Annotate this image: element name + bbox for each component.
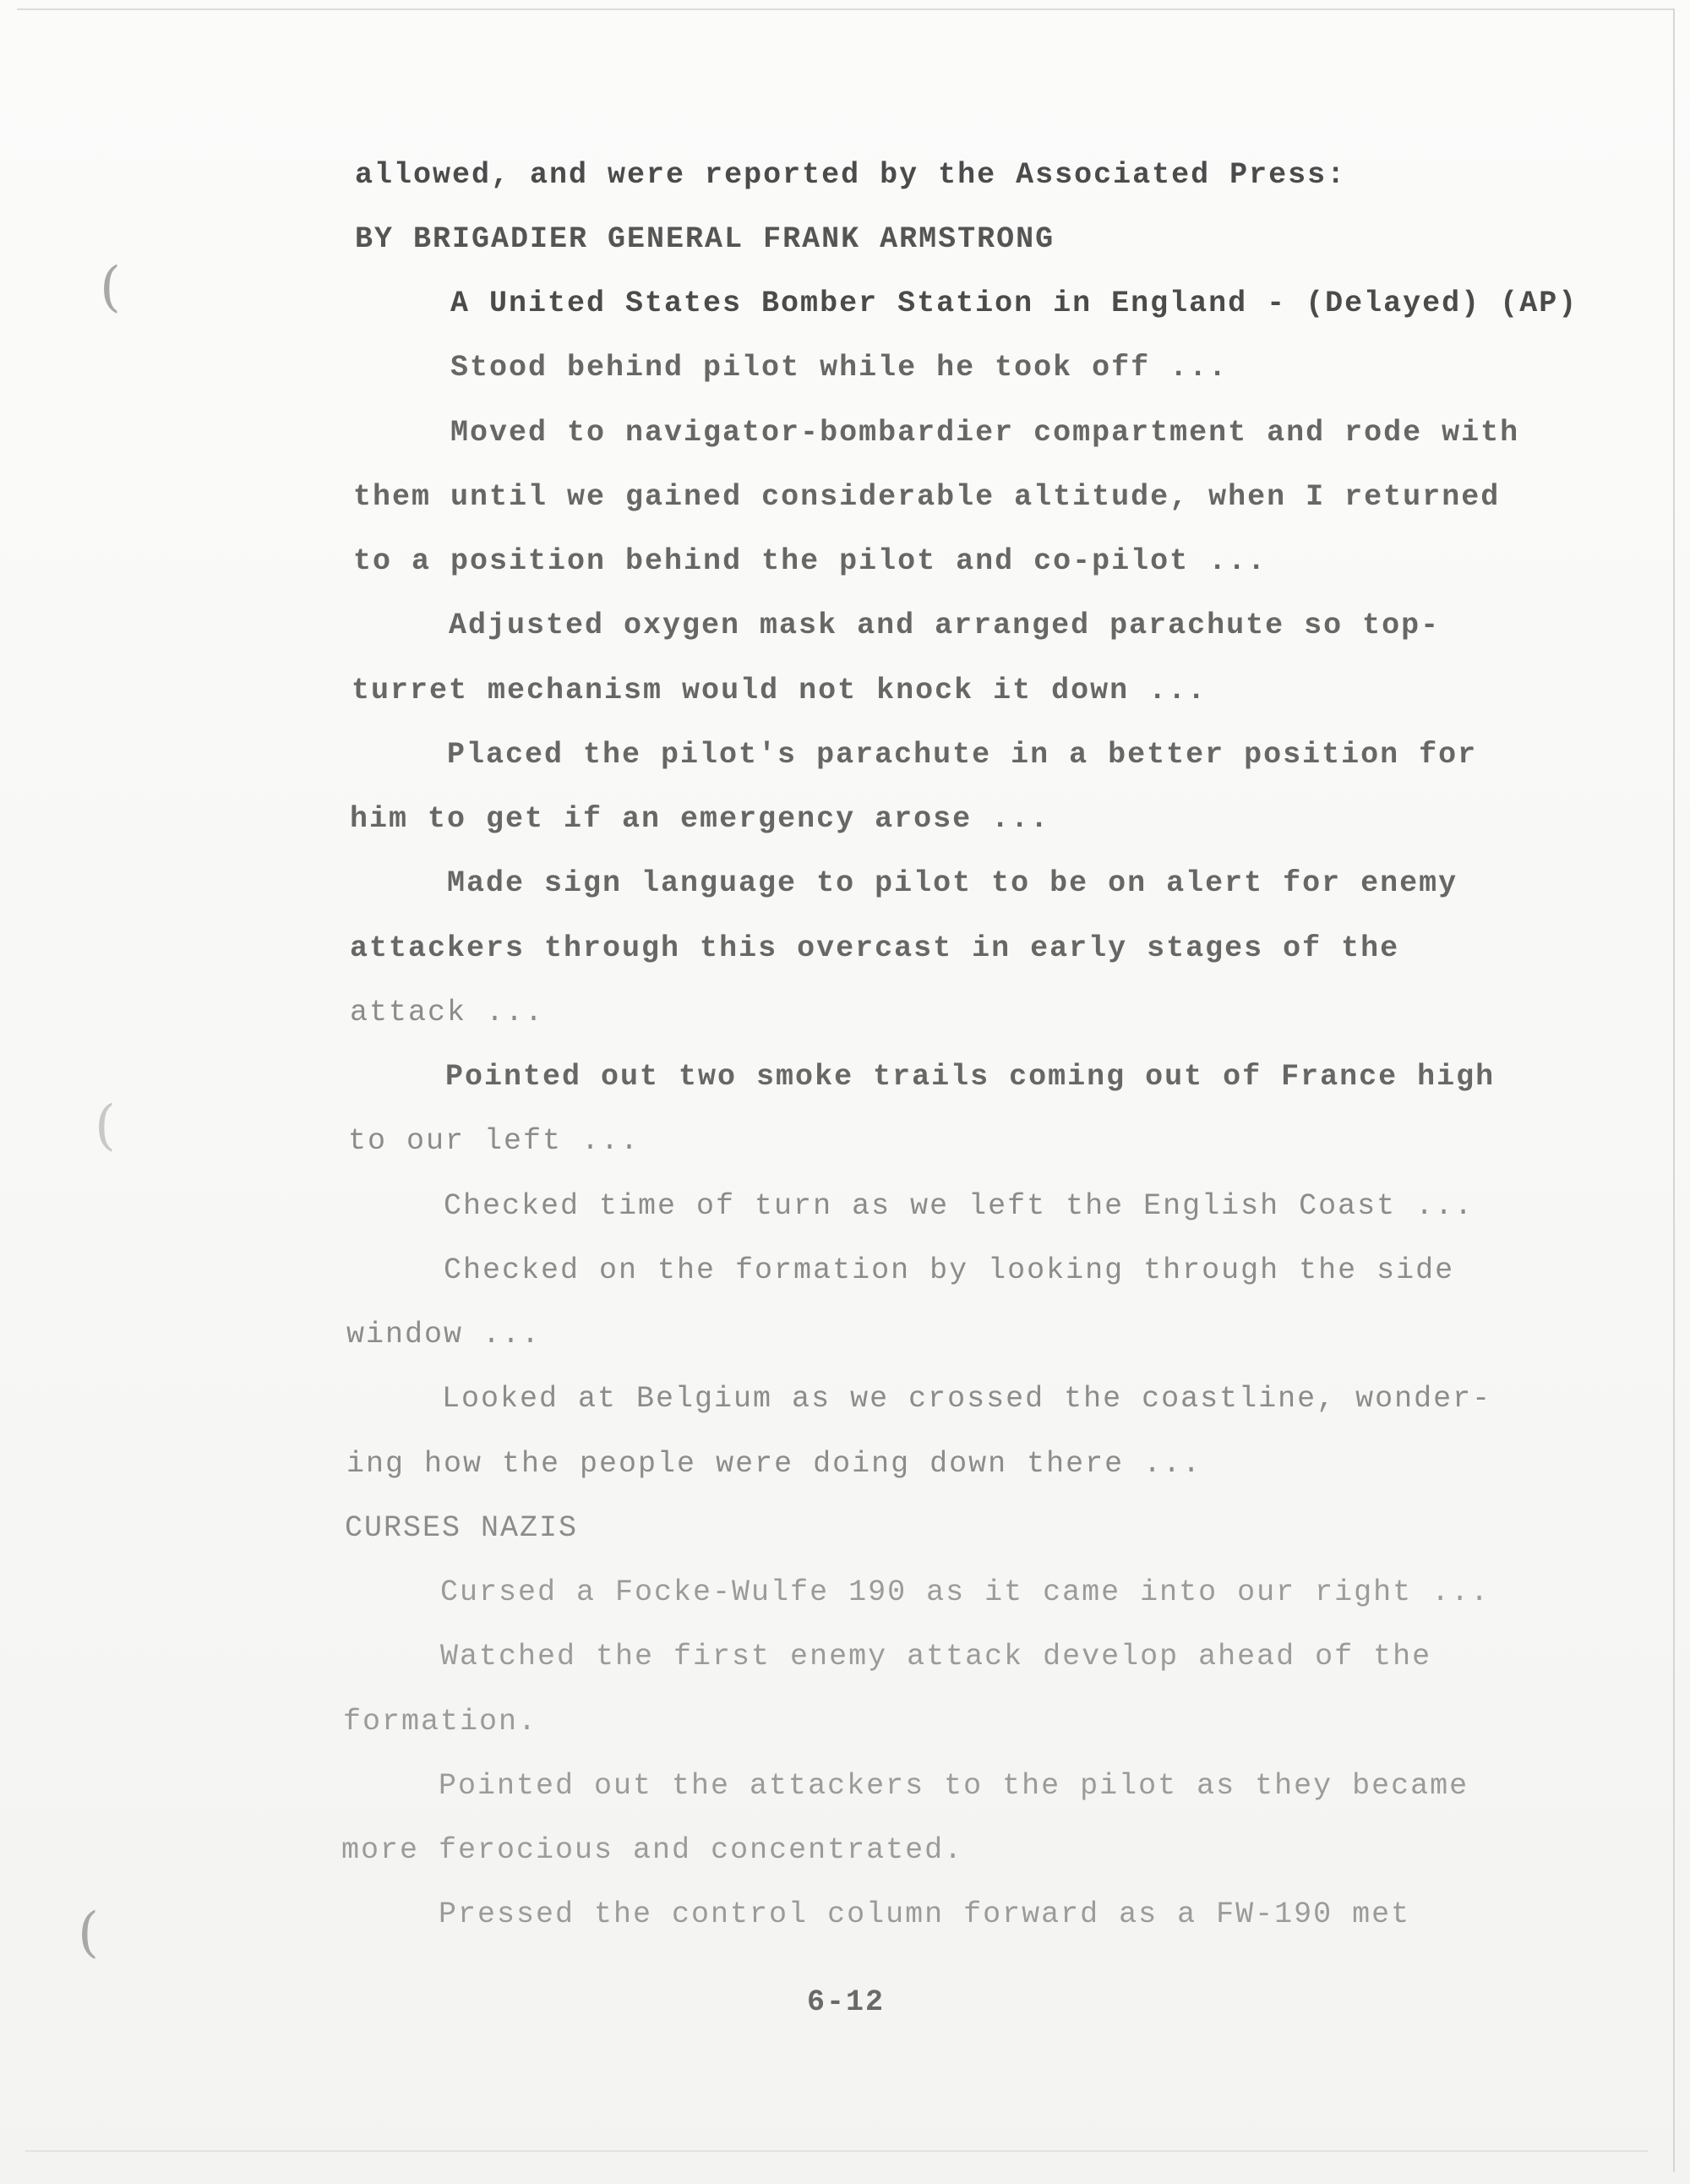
section-heading: CURSES NAZIS: [345, 1511, 579, 1545]
text-line: attack ...: [350, 996, 545, 1029]
text-line: Moved to navigator-bombardier compartment and rode with: [450, 416, 1520, 450]
text-line: Pressed the control column forward as a FW-190 met: [439, 1897, 1411, 1931]
page-edge-bottom: [25, 2150, 1648, 2152]
text-line: them until we gained considerable altitude, when I returned: [353, 480, 1501, 514]
text-line: Pointed out two smoke trails coming out of France high: [445, 1060, 1496, 1094]
text-line: more ferocious and concentrated.: [341, 1833, 964, 1867]
punch-hole-mark: (: [95, 1095, 116, 1157]
text-line: Pointed out the attackers to the pilot as they became: [439, 1769, 1469, 1803]
text-line: to a position behind the pilot and co-pilot ...: [353, 544, 1268, 578]
text-line: attackers through this overcast in early stages of the: [350, 931, 1400, 965]
text-line: to our left ...: [348, 1124, 641, 1158]
text-line: Checked time of turn as we left the English Coast ...: [444, 1189, 1475, 1223]
text-line: allowed, and were reported by the Associated Press:: [355, 158, 1347, 192]
text-line: ing how the people were doing down there ...: [346, 1447, 1202, 1481]
page-number: 6-12: [807, 1985, 886, 2019]
text-line: him to get if an emergency arose ...: [350, 802, 1050, 836]
text-line: Adjusted oxygen mask and arranged parachute so top-: [449, 609, 1441, 642]
page-edge-top: [17, 8, 1673, 10]
text-line: Cursed a Focke-Wulfe 190 as it came into our right ...: [440, 1575, 1491, 1609]
byline-heading: BY BRIGADIER GENERAL FRANK ARMSTRONG: [355, 222, 1055, 256]
punch-hole-mark: (: [100, 256, 121, 319]
punch-hole-mark: (: [78, 1902, 99, 1964]
text-line: turret mechanism would not knock it down ...: [352, 674, 1208, 707]
text-line: Made sign language to pilot to be on alert for enemy: [447, 866, 1458, 900]
dateline: A United States Bomber Station in England - (Delayed) (AP): [450, 287, 1578, 320]
text-line: Looked at Belgium as we crossed the coastline, wonder-: [442, 1382, 1492, 1416]
text-line: Stood behind pilot while he took off ...: [450, 351, 1229, 385]
text-line: formation.: [343, 1705, 538, 1739]
text-line: Watched the first enemy attack develop ahead of the: [440, 1640, 1432, 1673]
text-line: Checked on the formation by looking through the side: [444, 1253, 1455, 1287]
text-line: Placed the pilot's parachute in a better position for: [447, 738, 1478, 772]
text-line: window ...: [346, 1318, 542, 1351]
page-edge-right: [1673, 8, 1675, 2172]
